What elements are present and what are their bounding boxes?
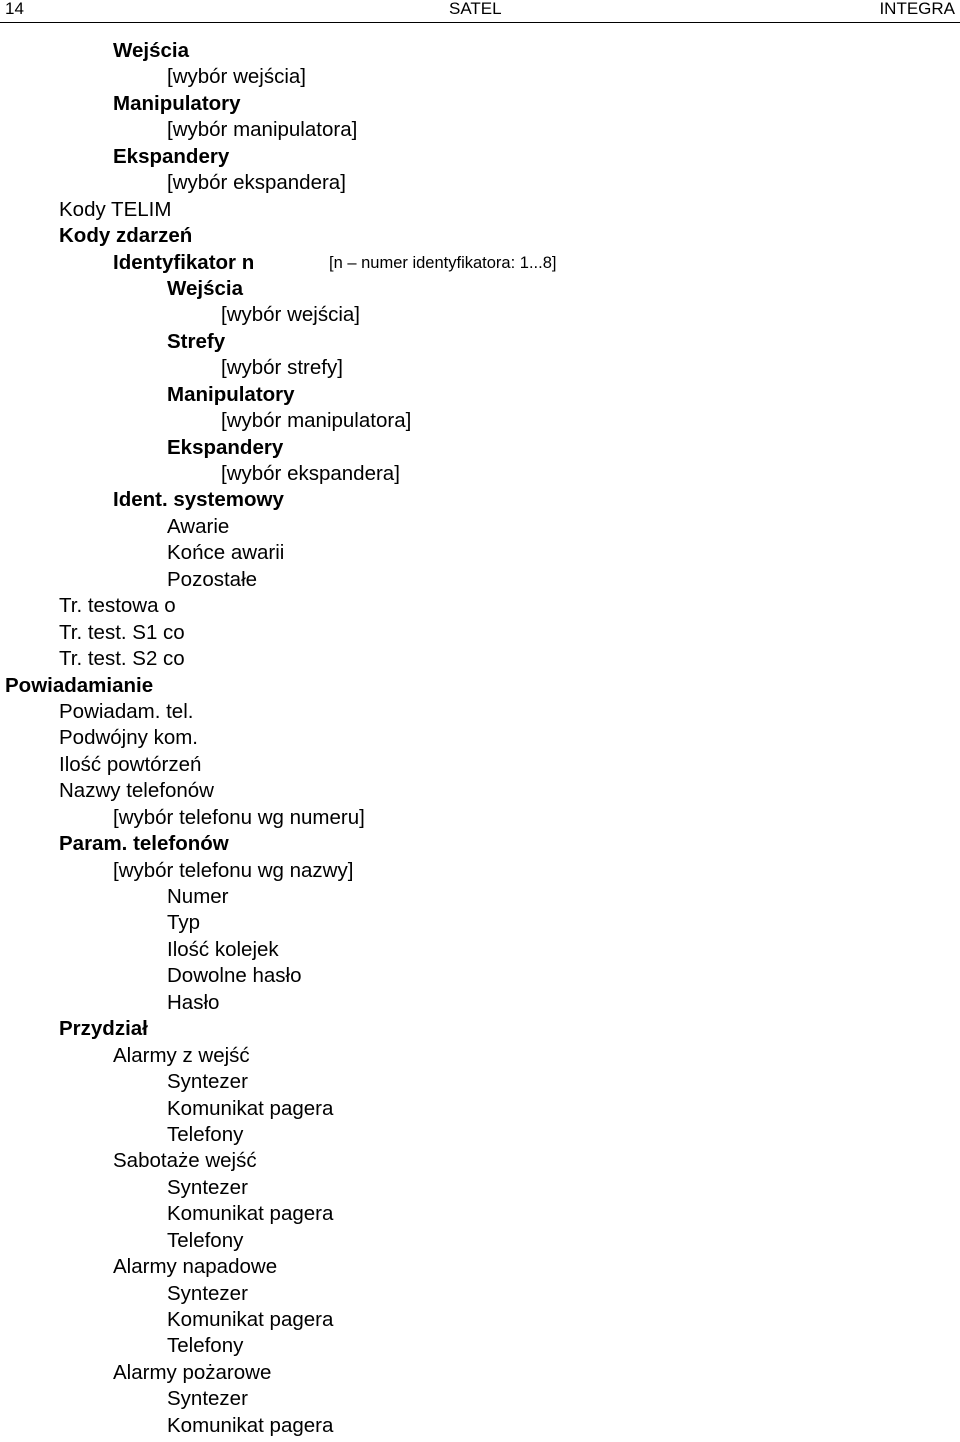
menu-item-label: [wybór manipulatora] — [221, 409, 412, 433]
menu-item-label: [wybór manipulatora] — [167, 118, 358, 142]
menu-item-label: Tr. test. S1 co — [59, 620, 185, 644]
menu-row — [0, 514, 960, 540]
menu-item-label: Syntezer — [167, 1387, 248, 1411]
menu-row — [0, 223, 960, 249]
menu-item-label: Hasło — [167, 990, 220, 1014]
menu-item-label: Telefony — [167, 1122, 244, 1146]
menu-row — [0, 699, 960, 725]
menu-item-label: Powiadam. tel. — [59, 699, 194, 723]
menu-row — [0, 1333, 960, 1359]
menu-tree — [0, 38, 960, 1439]
menu-row — [0, 937, 960, 963]
menu-row — [0, 250, 960, 276]
menu-item-label: Syntezer — [167, 1175, 248, 1199]
menu-row — [0, 1201, 960, 1227]
menu-item-label: Komunikat pagera — [167, 1202, 334, 1226]
header-product: INTEGRA — [879, 0, 955, 18]
menu-row — [0, 461, 960, 487]
menu-row — [0, 197, 960, 223]
menu-item-label: Telefony — [167, 1334, 244, 1358]
menu-item-label: Wejścia — [167, 276, 243, 300]
menu-row — [0, 1360, 960, 1386]
menu-item-label: [wybór wejścia] — [167, 65, 306, 89]
menu-row — [0, 408, 960, 434]
menu-row — [0, 1043, 960, 1069]
menu-item-label: Pozostałe — [167, 567, 258, 591]
menu-row — [0, 567, 960, 593]
menu-item-label: Kody zdarzeń — [59, 224, 193, 248]
menu-item-label: Typ — [167, 911, 201, 935]
menu-row — [0, 144, 960, 170]
menu-row — [0, 1096, 960, 1122]
menu-item-label: [wybór ekspandera] — [221, 462, 400, 485]
menu-row — [0, 805, 960, 831]
menu-row — [0, 1307, 960, 1333]
menu-row — [0, 1228, 960, 1254]
menu-row — [0, 1175, 960, 1201]
menu-item-label: Komunikat pagera — [167, 1096, 334, 1120]
menu-item-label: Syntezer — [167, 1281, 248, 1305]
menu-row — [0, 593, 960, 619]
menu-item-label: [wybór telefonu wg nazwy] — [113, 858, 354, 882]
menu-row — [0, 1069, 960, 1095]
menu-item-label: Alarmy pożarowe — [113, 1360, 272, 1384]
menu-item-label: Powiadamianie — [5, 673, 154, 697]
menu-item-label: Wejścia — [113, 39, 189, 62]
menu-item-label: Końce awarii — [167, 541, 285, 565]
menu-item-label: Dowolne hasło — [167, 964, 302, 988]
menu-item-note: [n – numer identyfikatora: 1...8] — [329, 253, 557, 272]
menu-item-label: [wybór strefy] — [221, 356, 343, 380]
menu-item-label: [wybór wejścia] — [221, 303, 360, 327]
menu-row — [0, 778, 960, 804]
menu-row — [0, 620, 960, 646]
menu-row — [0, 831, 960, 857]
menu-item-label: Komunikat pagera — [167, 1308, 334, 1331]
menu-item-label: Podwójny kom. — [59, 726, 199, 750]
menu-row — [0, 170, 960, 196]
menu-row — [0, 1122, 960, 1148]
menu-item-label: Telefony — [167, 1228, 244, 1252]
menu-item-label: Przydział — [59, 1017, 148, 1041]
menu-item-label: Syntezer — [167, 1070, 248, 1094]
menu-row — [0, 487, 960, 513]
menu-item-label: Numer — [167, 885, 229, 908]
menu-item-label: Kody TELIM — [59, 197, 172, 221]
menu-row — [0, 540, 960, 566]
menu-item-label: Awarie — [167, 514, 230, 538]
menu-item-label: Manipulatory — [113, 91, 241, 115]
menu-item-label: Identyfikator n — [113, 250, 255, 274]
menu-row — [0, 117, 960, 143]
menu-row — [0, 1281, 960, 1307]
menu-item-label: Tr. testowa o — [59, 594, 176, 618]
menu-item-label: Sabotaże wejść — [113, 1149, 257, 1173]
menu-item-label: Param. telefonów — [59, 832, 229, 856]
menu-row — [0, 329, 960, 355]
menu-row — [0, 302, 960, 328]
menu-row — [0, 1254, 960, 1280]
menu-item-label: Ekspandery — [113, 144, 230, 168]
menu-row — [0, 725, 960, 751]
menu-row — [0, 91, 960, 117]
menu-item-label: Komunikat pagera — [167, 1413, 334, 1437]
menu-row — [0, 1016, 960, 1042]
page-header — [0, 0, 960, 23]
menu-item-label: Alarmy napadowe — [113, 1255, 278, 1279]
menu-row — [0, 752, 960, 778]
header-brand: SATEL — [449, 0, 502, 18]
menu-item-label: [wybór telefonu wg numeru] — [113, 805, 365, 829]
menu-item-label: Ident. systemowy — [113, 488, 284, 512]
menu-item-label: Alarmy z wejść — [113, 1043, 250, 1067]
menu-row — [0, 990, 960, 1016]
menu-item-label: Manipulatory — [167, 382, 295, 406]
menu-row — [0, 355, 960, 381]
menu-row — [0, 1386, 960, 1412]
menu-row — [0, 673, 960, 699]
menu-row — [0, 382, 960, 408]
menu-row — [0, 276, 960, 302]
menu-row — [0, 646, 960, 672]
menu-row — [0, 963, 960, 989]
menu-row — [0, 858, 960, 884]
menu-row — [0, 884, 960, 910]
menu-row — [0, 910, 960, 936]
menu-row — [0, 1148, 960, 1174]
menu-item-label: Strefy — [167, 329, 226, 353]
menu-item-label: [wybór ekspandera] — [167, 171, 346, 195]
menu-item-label: Ilość kolejek — [167, 937, 279, 961]
menu-row — [0, 1413, 960, 1439]
page-number: 14 — [5, 0, 24, 18]
menu-item-label: Nazwy telefonów — [59, 779, 214, 803]
menu-item-label: Ekspandery — [167, 435, 284, 459]
menu-item-label: Tr. test. S2 co — [59, 647, 185, 671]
menu-item-label: Ilość powtórzeń — [59, 752, 202, 776]
menu-row — [0, 38, 960, 64]
menu-row — [0, 64, 960, 90]
menu-row — [0, 435, 960, 461]
